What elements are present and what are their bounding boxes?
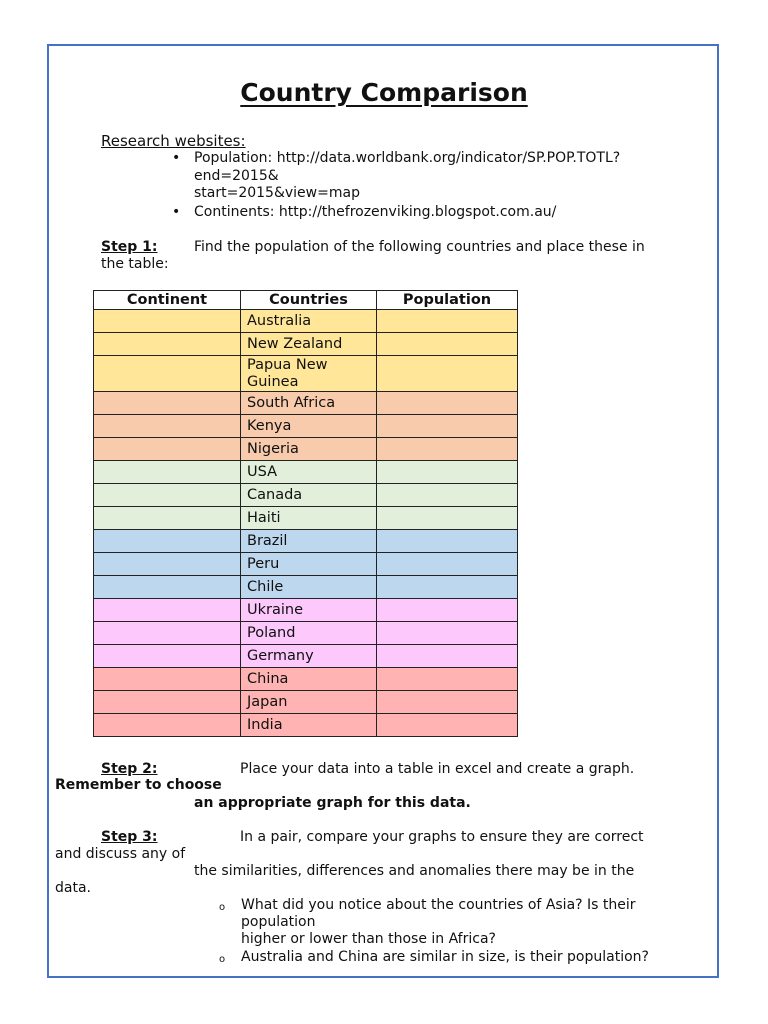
- population-cell[interactable]: [377, 530, 518, 553]
- table-row: [94, 553, 518, 576]
- table-row: [94, 576, 518, 599]
- country-cell: Canada: [241, 484, 377, 507]
- country-cell: USA: [241, 461, 377, 484]
- step2-label: Step 2:: [101, 761, 158, 777]
- circle-bullet-icon: o: [219, 902, 226, 913]
- table-row: [94, 622, 518, 645]
- continent-cell[interactable]: [94, 507, 241, 530]
- population-cell[interactable]: [377, 415, 518, 438]
- table-body: [94, 310, 518, 737]
- table-row: [94, 645, 518, 668]
- population-cell[interactable]: [377, 576, 518, 599]
- population-cell[interactable]: [377, 461, 518, 484]
- country-cell: Peru: [241, 553, 377, 576]
- table-row: [94, 356, 518, 392]
- circle-bullet-icon: o: [219, 954, 226, 965]
- population-cell[interactable]: [377, 645, 518, 668]
- table-row: [94, 599, 518, 622]
- population-cell[interactable]: [377, 553, 518, 576]
- continent-cell[interactable]: [94, 668, 241, 691]
- country-cell: Japan: [241, 691, 377, 714]
- continents-link[interactable]: Continents: http://thefrozenviking.blogspot.com.au/: [194, 204, 557, 220]
- population-link[interactable]: Population: http://data.worldbank.org/indicator/SP.POP.TOTL?: [194, 150, 621, 166]
- table-row: [94, 484, 518, 507]
- country-cell: New Zealand: [241, 333, 377, 356]
- country-cell: Papua New Guinea: [241, 356, 377, 392]
- population-cell[interactable]: [377, 599, 518, 622]
- country-cell: Brazil: [241, 530, 377, 553]
- table-row: [94, 714, 518, 737]
- country-cell: Germany: [241, 645, 377, 668]
- header-countries: Countries: [241, 291, 377, 310]
- continent-cell[interactable]: [94, 333, 241, 356]
- population-cell[interactable]: [377, 691, 518, 714]
- country-cell: Ukraine: [241, 599, 377, 622]
- step3-text-cont1: and discuss any of: [55, 846, 186, 862]
- population-cell[interactable]: [377, 714, 518, 737]
- step3-text-cont3: data.: [55, 880, 91, 896]
- continent-cell[interactable]: [94, 461, 241, 484]
- table-row: [94, 530, 518, 553]
- country-cell: India: [241, 714, 377, 737]
- bullet-icon: •: [172, 150, 181, 166]
- population-cell[interactable]: [377, 438, 518, 461]
- table-row: [94, 392, 518, 415]
- continent-cell[interactable]: [94, 415, 241, 438]
- continent-cell[interactable]: [94, 553, 241, 576]
- continent-cell[interactable]: [94, 599, 241, 622]
- country-cell: Nigeria: [241, 438, 377, 461]
- question-1-cont1: population: [241, 914, 316, 930]
- country-cell: Haiti: [241, 507, 377, 530]
- step3-text: In a pair, compare your graphs to ensure they are correct: [240, 829, 644, 845]
- question-1-cont2: higher or lower than those in Africa?: [241, 931, 496, 947]
- step1-label: Step 1:: [101, 239, 158, 255]
- table-row: [94, 507, 518, 530]
- header-population: Population: [377, 291, 518, 310]
- country-table: [93, 290, 518, 737]
- population-cell[interactable]: [377, 356, 518, 392]
- table-row: [94, 310, 518, 333]
- continent-cell[interactable]: [94, 622, 241, 645]
- population-cell[interactable]: [377, 622, 518, 645]
- continent-cell[interactable]: [94, 438, 241, 461]
- table-row: [94, 668, 518, 691]
- continent-cell[interactable]: [94, 484, 241, 507]
- continent-cell[interactable]: [94, 714, 241, 737]
- population-cell[interactable]: [377, 310, 518, 333]
- step1-text: Find the population of the following countries and place these in: [194, 239, 645, 255]
- header-continent: Continent: [94, 291, 241, 310]
- step2-text: Place your data into a table in excel and create a graph.: [240, 761, 635, 777]
- step2-bold-text: Remember to choose: [55, 777, 222, 793]
- table-row: [94, 691, 518, 714]
- population-link-cont2[interactable]: start=2015&view=map: [194, 185, 360, 201]
- step1-text-cont: the table:: [101, 256, 169, 272]
- step3-text-cont2: the similarities, differences and anomalies there may be in the: [194, 863, 635, 879]
- table-row: [94, 415, 518, 438]
- population-cell[interactable]: [377, 507, 518, 530]
- population-link-cont1[interactable]: end=2015&: [194, 168, 279, 184]
- bullet-icon: •: [172, 204, 181, 220]
- question-2: Australia and China are similar in size, is their population?: [241, 949, 649, 965]
- step3-label: Step 3:: [101, 829, 158, 845]
- continent-cell[interactable]: [94, 576, 241, 599]
- continent-cell[interactable]: [94, 310, 241, 333]
- population-cell[interactable]: [377, 392, 518, 415]
- population-cell[interactable]: [377, 333, 518, 356]
- step2-bold-text-cont: an appropriate graph for this data.: [194, 795, 471, 811]
- page-title: Country Comparison: [240, 78, 528, 107]
- country-cell: Australia: [241, 310, 377, 333]
- country-cell: Poland: [241, 622, 377, 645]
- continent-cell[interactable]: [94, 691, 241, 714]
- population-cell[interactable]: [377, 668, 518, 691]
- population-cell[interactable]: [377, 484, 518, 507]
- table-row: [94, 461, 518, 484]
- continent-cell[interactable]: [94, 392, 241, 415]
- country-cell: China: [241, 668, 377, 691]
- research-heading: Research websites:: [101, 132, 246, 150]
- continent-cell[interactable]: [94, 530, 241, 553]
- country-cell: Kenya: [241, 415, 377, 438]
- table-row: [94, 438, 518, 461]
- continent-cell[interactable]: [94, 356, 241, 392]
- country-cell: Chile: [241, 576, 377, 599]
- table-row: [94, 333, 518, 356]
- continent-cell[interactable]: [94, 645, 241, 668]
- country-cell: South Africa: [241, 392, 377, 415]
- question-1: What did you notice about the countries of Asia? Is their: [241, 897, 636, 913]
